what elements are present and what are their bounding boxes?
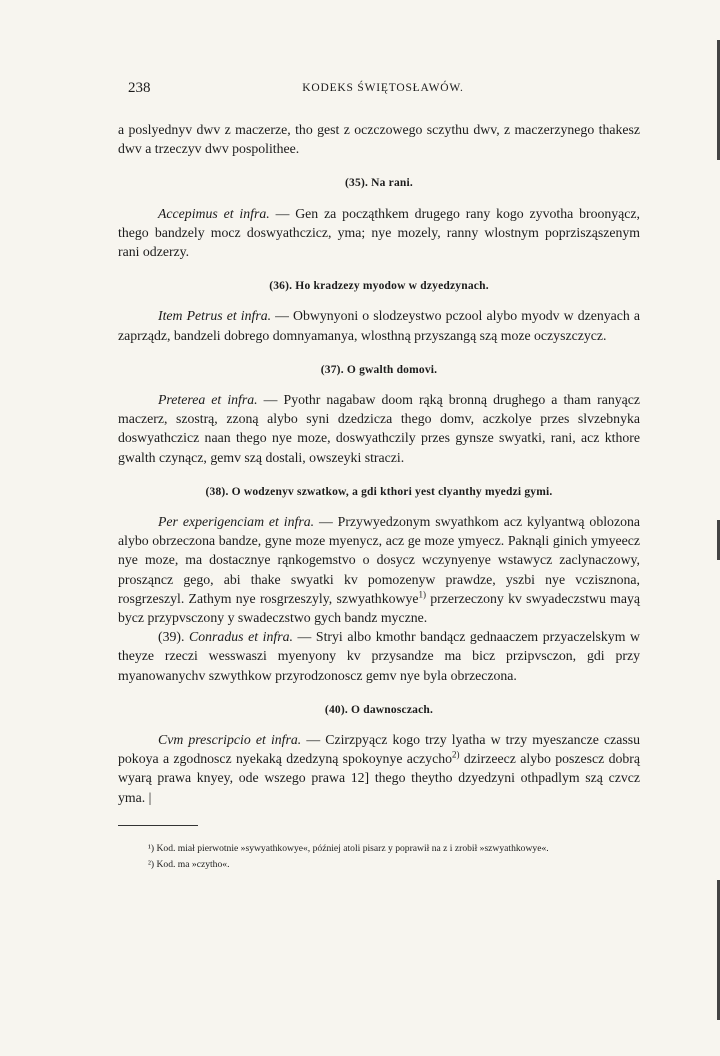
section-text: przerzeczony kv swyadeczstwu mayą bycz przypvsczony y swadeczstwo gych bandz myczne. (118, 590, 640, 626)
section-paragraph-37 (118, 390, 640, 467)
section-heading-38: (38). O wodzenyv szwatkow, a gdi kthori yest clyanthy myedzi gymi. (205, 485, 553, 498)
section-incipit: Item Petrus et infra. (158, 308, 272, 324)
section-text: — Czirzpyącz kogo trzy lyatha w trzy myeszancze czassu pokoya a zgodnoscz nyekaką dzedzyną spokoynye aczycho (118, 732, 640, 767)
page-number: 238 (128, 80, 151, 96)
footnotes (118, 842, 640, 872)
section-text: — Stryi albo kmothr bandącz gednaaczem przyaczelskym w theyze rzeczi wesswaszi myenyony kv przysandze ma bicz przipvsczon, gdi przy myanowanychv szwythkow przyrodzonoscz gemv nye byla obrzeczona. (118, 629, 640, 683)
section-incipit: Accepimus et infra. (158, 205, 270, 221)
section-heading-35: (35). Na rani. (345, 177, 413, 190)
footnote-1: ¹) Kod. miał pierwotnie »sywyathkowye«, później atoli pisarz y poprawił na z i zrobił »szwyathkowye«. (148, 842, 549, 854)
footnote-ref: 2) (452, 749, 460, 760)
section-text: — Obwynyoni o slodzeystwo pczool alybo myodv w dzenyach a zaprządz, bandzeli dobrego domnyamanya, wlosthną przyszangą szą moze oczyszczycz. (118, 308, 640, 343)
section-text: — Pyothr nagabaw doom rąką bronną drughego a tham ranyącz maczerz, szostrą, zzoną alybo syni dzedzicza thego domv, aczkolye przes slvzebnyka doswyathczicz naan thego nye moze, doswyathczily przes gynsze swyatki, rani, acz kthore gwalth czynącz, gemv szą dostali, owszeyki straczi. (118, 392, 640, 465)
section-heading-36: (36). Ho kradzezy myodow w dzyedzynach. (269, 280, 489, 293)
footnote-ref: 1) (418, 589, 426, 600)
section-text: — Przywyedzonym swyathkom acz kylyantwą oblozona alybo obrzeczona bandze, gyne moze myenycz, acz ge moze ymyecz. Paknąli ginich ymyeecz nye moze, ma dostacznye rąnkogemstvo o dosycz wczynyenye wstawycz zaclynaczowy, prosząncz gego, abi thake swyatki kv pomozenyw prawdze, yszbi nye vczisznona, rosgrzeszyl. Zathym nye rosgrzeszyly, szwyathkowye (118, 514, 640, 606)
section-paragraph-38 (118, 512, 640, 627)
section-paragraph-35 (118, 204, 640, 262)
section-text: — Gen za począthkem drugego rany kogo zyvotha broonyącz, thego bandzely mocz doswyathczicz, yma; nye mozely, ranny wlostnym poprzisząszenym rani odzerzy. (118, 205, 640, 260)
section-heading-40: (40). O dawnosczach. (324, 703, 434, 716)
section-heading-37: (37). O gwalth domovi. (320, 363, 438, 376)
section-incipit: Conradus et infra. (189, 629, 293, 645)
running-title: KODEKS ŚWIĘTOSŁAWÓW. (302, 82, 464, 94)
page-header (118, 80, 648, 102)
section-text: dzirzeecz alybo poszescz dobrą wyarą prawa knyey, ode wszego prawa 12] thego theytho dzyedzyni othpadlym szą czvcz yma. | (118, 751, 640, 805)
section-number: (39). (158, 629, 185, 645)
section-paragraph-40 (118, 730, 640, 807)
section-incipit: Per experigenciam et infra. (158, 514, 315, 530)
section-incipit: Cvm prescripcio et infra. (158, 732, 302, 748)
page-body (118, 120, 640, 874)
section-incipit: Preterea et infra. (158, 392, 258, 408)
footnote-divider (118, 825, 198, 826)
section-paragraph-39 (118, 627, 640, 685)
section-paragraph-36 (118, 306, 640, 344)
footnote-2: ²) Kod. ma »czytho«. (148, 858, 230, 870)
continued-paragraph: a poslyednyv dwv z maczerze, tho gest z oczczowego sczythu dwv, z maczerzynego thakesz dwv a trzeczyv dwv pospolithee. (118, 122, 640, 157)
